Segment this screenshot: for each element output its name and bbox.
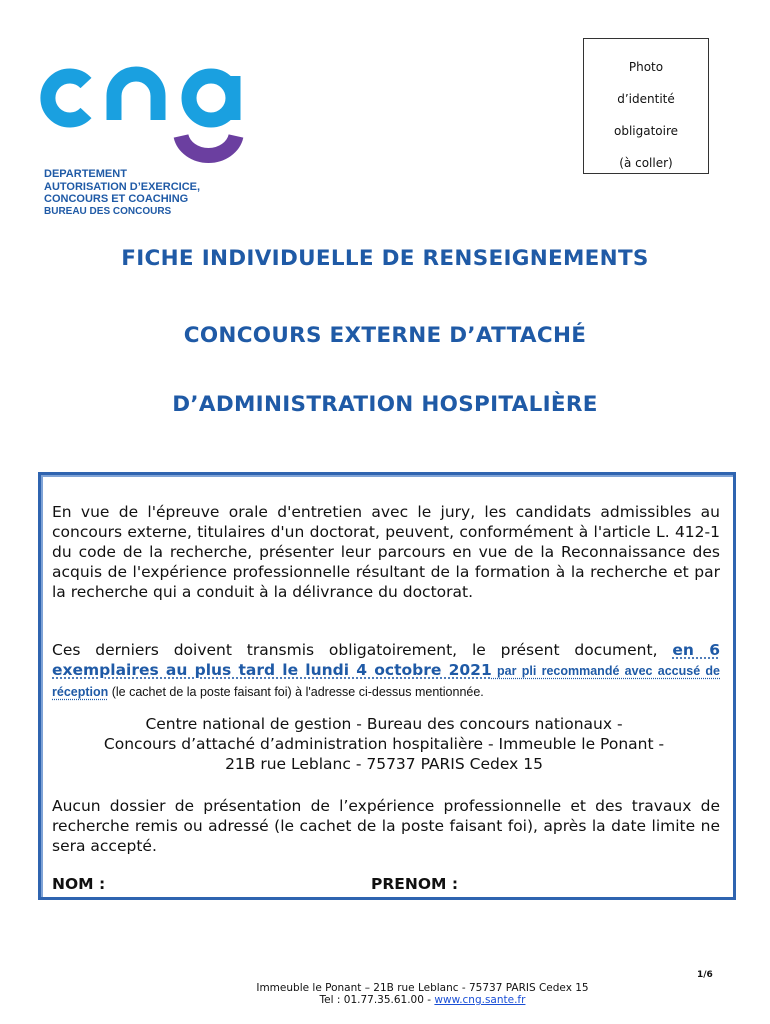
page-subtitle-2: D’ADMINISTRATION HOSPITALIÈRE [172, 392, 598, 417]
page-title: FICHE INDIVIDUELLE DE RENSEIGNEMENTS [121, 246, 649, 271]
prenom-label: PRENOM : [371, 875, 459, 893]
department-line: AUTORISATION D’EXERCICE, [44, 180, 201, 193]
paragraph-deadline [52, 640, 720, 702]
paragraph-rejection: Aucun dossier de présentation de l’expérience professionnelle et des travaux de recherche remis ou adressé (le cachet de la poste faisant foi), après la date limite ne sera accepté. [52, 797, 720, 855]
footer-address: Immeuble le Ponant – 21B rue Leblanc - 75737 PARIS Cedex 15 [256, 982, 589, 994]
cng-logo [36, 58, 276, 164]
address-line: 21B rue Leblanc - 75737 PARIS Cedex 15 [225, 755, 543, 773]
department-line: DEPARTEMENT [44, 168, 127, 180]
photo-line: (à coller) [619, 156, 673, 170]
footer [0, 982, 770, 1006]
paragraph-rae: En vue de l'épreuve orale d'entretien avec le jury, les candidats admissibles au concours externe, titulaires d'un doctorat, peuvent, conformément à l'article L. 412-1 du code de la recherche, présenter leur parcours en vue de la Reconnaissance des acquis de l'expérience professionnelle résultant de la formation à la recherche et par la recherche qui a conduit à la délivrance du doctorat. [52, 503, 720, 601]
department-line: CONCOURS ET COACHING [44, 193, 189, 205]
page-number: 1/6 [697, 970, 713, 980]
registered-mail-highlight: par pli recommandé avec accusé de réception [52, 664, 720, 699]
postal-address [44, 714, 724, 774]
department-line: BUREAU DES CONCOURS [44, 205, 172, 217]
address-line: Centre national de gestion - Bureau des concours nationaux - [145, 715, 623, 733]
department-info [44, 168, 200, 218]
photo-line: obligatoire [613, 124, 679, 138]
photo-box [583, 38, 709, 174]
photo-line: Photo [628, 60, 664, 74]
photo-line: d’identité [617, 92, 675, 106]
deadline-highlight: en 6 exemplaires au plus tard le lundi 4 octobre 2021 [52, 641, 720, 679]
footer-contact [0, 994, 770, 1006]
deadline-end: (le cachet de la poste faisant foi) à l'adresse ci-dessus mentionnée. [108, 685, 484, 699]
footer-phone: Tel : 01.77.35.61.00 - [319, 994, 435, 1006]
address-line: Concours d’attaché d’administration hospitalière - Immeuble le Ponant - [103, 735, 665, 753]
page-subtitle: CONCOURS EXTERNE D’ATTACHÉ [183, 323, 587, 348]
deadline-text: Ces derniers doivent transmis obligatoirement, le présent document, [52, 641, 673, 659]
nom-label: NOM : [52, 875, 106, 893]
website-link[interactable]: www.cng.sante.fr [434, 994, 526, 1006]
